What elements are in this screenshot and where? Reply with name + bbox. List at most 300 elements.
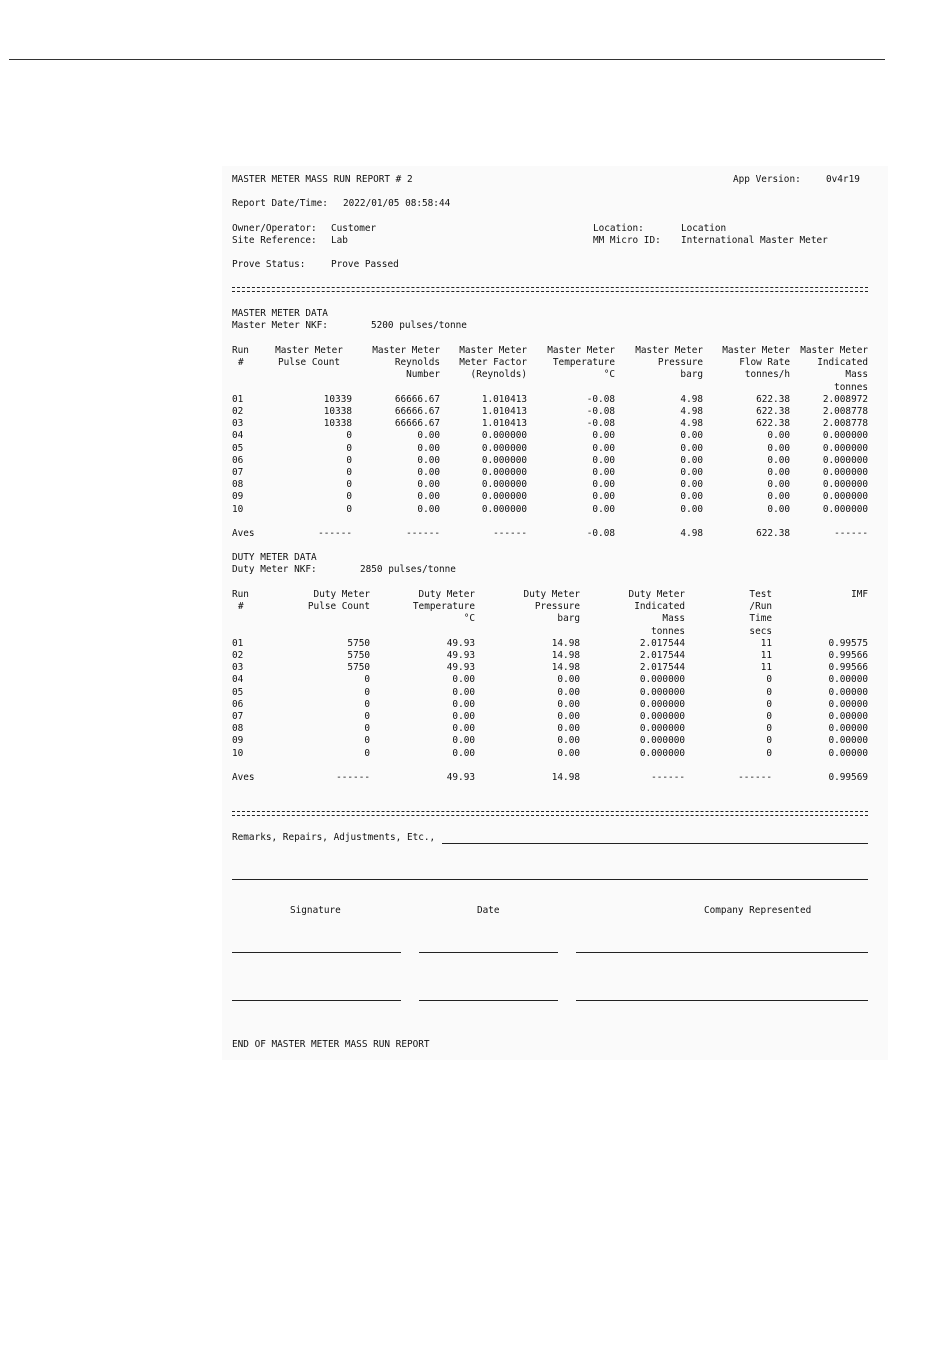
table-cell: 0.00	[767, 442, 790, 454]
duty-nkf-value: 2850 pulses/tonne	[360, 564, 456, 575]
table-cell: 0	[364, 711, 370, 723]
column-header	[772, 613, 868, 625]
table-cell: 49.93	[446, 662, 475, 674]
table-cell: 0.000000	[481, 442, 527, 454]
header-row	[232, 357, 868, 369]
table-cell: 0.00	[557, 747, 580, 759]
table-cell: 01	[232, 637, 244, 649]
average-cell: 622.38	[756, 528, 790, 540]
master-nkf-label: Master Meter NKF:	[232, 320, 328, 331]
column-header: Indicated	[634, 601, 685, 613]
table-cell: 0.00	[680, 454, 703, 466]
table-cell: 01	[232, 393, 244, 405]
table-cell: 0	[766, 686, 772, 698]
average-cell: ------	[336, 772, 370, 784]
table-cell: 0.000000	[481, 467, 527, 479]
table-cell: 2.017544	[639, 650, 685, 662]
table-row	[232, 650, 868, 662]
table-row	[232, 638, 868, 650]
header-row	[232, 589, 868, 601]
column-header: Mass	[662, 613, 685, 625]
column-header	[475, 626, 580, 638]
table-cell: 04	[232, 430, 244, 442]
table-cell: 08	[232, 723, 244, 735]
table-cell: 0	[766, 735, 772, 747]
end-of-report: END OF MASTER METER MASS RUN REPORT	[232, 1039, 430, 1050]
column-header: #	[238, 601, 244, 613]
owner-label: Owner/Operator:	[232, 223, 317, 234]
column-header: °C	[463, 613, 475, 625]
master-section-title: MASTER METER DATA	[232, 308, 328, 319]
table-cell: 0.000000	[481, 479, 527, 491]
column-header	[232, 382, 266, 394]
column-header	[370, 626, 475, 638]
column-header: barg	[680, 369, 703, 381]
column-header: Master Meter	[372, 345, 440, 356]
company-line	[576, 952, 868, 953]
column-header: Test	[749, 589, 772, 600]
average-cell: ------	[406, 528, 440, 540]
column-header: Master Meter	[722, 345, 790, 356]
table-cell: 03	[232, 662, 244, 674]
column-header: Time	[749, 613, 772, 625]
table-cell: 5750	[347, 662, 370, 674]
table-cell: 10	[232, 747, 244, 759]
table-cell: 0	[346, 454, 352, 466]
master-nkf-value: 5200 pulses/tonne	[371, 320, 467, 331]
table-row	[232, 723, 868, 735]
duty-nkf-label: Duty Meter NKF:	[232, 564, 317, 575]
table-cell: 0	[364, 674, 370, 686]
column-header: Temperature	[412, 601, 475, 613]
table-cell: 1.010413	[481, 393, 527, 405]
table-cell: 0.00	[557, 686, 580, 698]
table-cell: 0.00	[767, 503, 790, 515]
average-cell: ------	[493, 528, 527, 540]
table-cell: 0.00	[557, 698, 580, 710]
column-header	[352, 382, 440, 394]
table-cell: 0.00	[452, 723, 475, 735]
table-cell: 0.00	[680, 479, 703, 491]
average-cell: 4.98	[680, 528, 703, 540]
report-date-label: Report Date/Time:	[232, 198, 328, 209]
column-header	[772, 626, 868, 638]
table-row	[232, 406, 868, 418]
company-label: Company Represented	[704, 905, 812, 916]
column-header	[266, 626, 370, 638]
table-cell: 0.99566	[828, 650, 868, 662]
remarks-label: Remarks, Repairs, Adjustments, Etc.,	[232, 832, 436, 843]
table-cell: 14.98	[551, 637, 580, 649]
column-header: Meter Factor	[459, 357, 527, 369]
header-row	[232, 369, 868, 381]
column-header: Pressure	[534, 601, 580, 613]
table-cell: 0.000000	[822, 467, 868, 479]
table-cell: 0.00000	[828, 747, 868, 759]
table-cell: 0.000000	[639, 698, 685, 710]
column-header	[266, 382, 352, 394]
mm-micro-id-label: MM Micro ID:	[593, 235, 661, 246]
header-row	[232, 382, 868, 394]
spacer-cell	[232, 760, 868, 772]
table-cell: 05	[232, 686, 244, 698]
table-cell: 02	[232, 406, 244, 418]
table-cell: -0.08	[586, 393, 615, 405]
table-cell: 0	[766, 747, 772, 759]
table-cell: 0.00	[452, 747, 475, 759]
table-cell: 0.000000	[639, 747, 685, 759]
spacer-row	[232, 516, 868, 528]
table-cell: 05	[232, 442, 244, 454]
column-header: Duty Meter	[523, 589, 580, 600]
table-cell: 4.98	[680, 418, 703, 430]
column-header: Run	[232, 345, 249, 356]
table-cell: 0	[364, 735, 370, 747]
averages-row	[232, 528, 868, 540]
signature-label: Signature	[290, 905, 341, 916]
column-header	[232, 626, 266, 638]
table-cell: 0.00	[680, 491, 703, 503]
average-cell: Aves	[232, 772, 255, 784]
master-table-header	[232, 345, 868, 394]
separator-line	[232, 287, 868, 292]
column-header: Master Meter	[635, 345, 703, 356]
table-cell: 622.38	[756, 418, 790, 430]
table-cell: 06	[232, 454, 244, 466]
table-cell: 49.93	[446, 637, 475, 649]
table-cell: 0.00	[417, 467, 440, 479]
table-cell: 0.00000	[828, 686, 868, 698]
header-row	[232, 601, 868, 613]
duty-table-body	[232, 638, 868, 784]
table-cell: 0.000000	[639, 686, 685, 698]
column-header: Reynolds	[394, 357, 440, 369]
header-row	[232, 626, 868, 638]
header-row	[232, 345, 868, 357]
table-cell: 14.98	[551, 662, 580, 674]
table-cell: 0.00	[767, 479, 790, 491]
prove-status-label: Prove Status:	[232, 259, 306, 270]
table-cell: 0.00	[417, 442, 440, 454]
table-cell: 0	[346, 430, 352, 442]
table-row	[232, 504, 868, 516]
table-cell: 0.000000	[822, 479, 868, 491]
table-cell: 0.00	[592, 503, 615, 515]
table-row	[232, 735, 868, 747]
column-header: Pulse Count	[307, 601, 370, 613]
table-cell: 0	[364, 698, 370, 710]
table-cell: 0	[766, 711, 772, 723]
table-cell: 0.00000	[828, 698, 868, 710]
site-label: Site Reference:	[232, 235, 317, 246]
table-cell: 0.000000	[639, 711, 685, 723]
table-row	[232, 662, 868, 674]
table-cell: 2.008778	[822, 418, 868, 430]
table-cell: 0.00	[767, 491, 790, 503]
average-cell: ------	[834, 528, 868, 540]
table-cell: 0.000000	[639, 723, 685, 735]
app-version-label: App Version:	[733, 174, 801, 185]
table-cell: 09	[232, 491, 244, 503]
table-cell: 08	[232, 479, 244, 491]
table-cell: 0.00	[592, 454, 615, 466]
table-cell: 0.000000	[822, 442, 868, 454]
table-cell: 0.000000	[481, 430, 527, 442]
table-cell: 0.00	[680, 467, 703, 479]
date-line	[419, 952, 558, 953]
column-header: tonnes	[834, 381, 868, 393]
table-cell: 1.010413	[481, 406, 527, 418]
table-cell: 0.00	[452, 711, 475, 723]
column-header	[440, 382, 527, 394]
average-cell: Aves	[232, 528, 255, 540]
remarks-line	[232, 879, 868, 880]
table-cell: 07	[232, 467, 244, 479]
average-cell: 0.99569	[828, 772, 868, 784]
column-header	[266, 369, 352, 381]
column-header	[615, 382, 703, 394]
table-cell: 0	[364, 747, 370, 759]
table-cell: 0	[766, 698, 772, 710]
column-header	[772, 601, 868, 613]
table-cell: 0	[364, 686, 370, 698]
table-cell: 0.00	[680, 503, 703, 515]
table-cell: 0.00	[452, 674, 475, 686]
table-cell: 2.008972	[822, 393, 868, 405]
column-header: °C	[603, 369, 615, 381]
separator-line	[232, 811, 868, 816]
table-cell: 03	[232, 418, 244, 430]
app-version-value: 0v4r19	[826, 174, 860, 185]
column-header: Temperature	[552, 357, 615, 369]
table-cell: 0.000000	[822, 430, 868, 442]
column-header: Duty Meter	[628, 589, 685, 600]
remarks-line	[442, 843, 868, 844]
table-cell: 2.017544	[639, 637, 685, 649]
location-label: Location:	[593, 223, 644, 234]
table-cell: 0.00	[592, 479, 615, 491]
table-row	[232, 455, 868, 467]
table-cell: 0.00	[557, 735, 580, 747]
table-cell: 11	[760, 650, 772, 662]
table-row	[232, 467, 868, 479]
table-cell: 0.99575	[828, 637, 868, 649]
table-cell: 0.000000	[639, 735, 685, 747]
table-cell: 0.00	[417, 503, 440, 515]
column-header: Mass	[845, 369, 868, 381]
owner-value: Customer	[331, 223, 377, 234]
column-header: /Run	[749, 601, 772, 613]
column-header: tonnes	[651, 625, 685, 637]
mm-micro-id-value: International Master Meter	[681, 235, 828, 246]
table-cell: 622.38	[756, 406, 790, 418]
table-cell: 0.000000	[822, 491, 868, 503]
table-cell: 5750	[347, 637, 370, 649]
table-row	[232, 430, 868, 442]
table-cell: 0.000000	[822, 454, 868, 466]
column-header	[703, 382, 790, 394]
table-cell: 66666.67	[394, 393, 440, 405]
column-header: Indicated	[817, 357, 868, 369]
table-cell: 0.00	[767, 467, 790, 479]
column-header: Master Meter	[459, 345, 527, 356]
average-cell: ------	[318, 528, 352, 540]
table-cell: 0.00000	[828, 711, 868, 723]
table-cell: 0.00	[680, 442, 703, 454]
table-cell: 0.00	[592, 442, 615, 454]
averages-row	[232, 772, 868, 784]
table-row	[232, 479, 868, 491]
duty-table	[232, 589, 868, 784]
table-row	[232, 394, 868, 406]
column-header: Duty Meter	[313, 589, 370, 600]
column-header: IMF	[851, 589, 868, 600]
table-cell: 02	[232, 650, 244, 662]
spacer-cell	[232, 516, 868, 528]
column-header	[232, 613, 266, 625]
table-cell: 0.00000	[828, 735, 868, 747]
column-header	[232, 369, 266, 381]
table-row	[232, 418, 868, 430]
table-row	[232, 443, 868, 455]
table-cell: 0	[346, 467, 352, 479]
table-cell: 0.000000	[481, 503, 527, 515]
table-cell: 0.00	[417, 479, 440, 491]
table-cell: 06	[232, 698, 244, 710]
table-cell: 622.38	[756, 393, 790, 405]
column-header: Pulse Count	[277, 357, 341, 369]
table-cell: 0	[346, 442, 352, 454]
table-cell: 0.00	[557, 674, 580, 686]
table-cell: 0.00	[680, 430, 703, 442]
table-cell: 0.00	[592, 430, 615, 442]
table-cell: 09	[232, 735, 244, 747]
column-header	[527, 382, 615, 394]
table-cell: 0.00	[452, 698, 475, 710]
table-cell: 1.010413	[481, 418, 527, 430]
prove-status-value: Prove Passed	[331, 259, 399, 270]
spacer-row	[232, 760, 868, 772]
table-cell: 0	[346, 491, 352, 503]
site-value: Lab	[331, 235, 348, 246]
column-header: barg	[557, 613, 580, 625]
table-cell: -0.08	[586, 406, 615, 418]
column-header: Run	[232, 589, 249, 600]
table-cell: 0.000000	[481, 454, 527, 466]
table-cell: 0.00	[417, 454, 440, 466]
table-cell: 10338	[323, 406, 352, 418]
table-cell: 14.98	[551, 650, 580, 662]
table-row	[232, 674, 868, 686]
column-header	[266, 613, 370, 625]
master-table-body	[232, 394, 868, 540]
table-cell: 2.008778	[822, 406, 868, 418]
table-cell: 0.00	[417, 430, 440, 442]
column-header: secs	[749, 625, 772, 637]
table-cell: -0.08	[586, 418, 615, 430]
column-header: (Reynolds)	[470, 369, 527, 381]
date-label: Date	[477, 905, 500, 916]
master-table	[232, 345, 868, 540]
table-cell: 0.00	[592, 467, 615, 479]
duty-table-header	[232, 589, 868, 638]
average-cell: -0.08	[586, 528, 615, 540]
column-header: Master Meter	[800, 345, 868, 356]
average-cell: 14.98	[551, 772, 580, 784]
table-cell: 10339	[323, 393, 352, 405]
table-cell: 0.000000	[481, 491, 527, 503]
duty-section-title: DUTY METER DATA	[232, 552, 317, 563]
column-header: Pressure	[657, 357, 703, 369]
table-cell: 11	[760, 662, 772, 674]
table-cell: 10338	[323, 418, 352, 430]
table-cell: 49.93	[446, 650, 475, 662]
table-row	[232, 699, 868, 711]
table-cell: 0.00	[557, 711, 580, 723]
table-cell: 0.00	[592, 491, 615, 503]
column-header: Duty Meter	[418, 589, 475, 600]
table-cell: 0.000000	[822, 503, 868, 515]
table-cell: 0	[364, 723, 370, 735]
column-header: Flow Rate	[739, 357, 790, 369]
table-cell: 0.00000	[828, 723, 868, 735]
table-row	[232, 711, 868, 723]
table-cell: 07	[232, 711, 244, 723]
report-title: MASTER METER MASS RUN REPORT # 2	[232, 174, 413, 185]
table-cell: 0	[346, 503, 352, 515]
table-row	[232, 687, 868, 699]
table-cell: 0.00	[767, 430, 790, 442]
average-cell: 49.93	[446, 772, 475, 784]
table-cell: 66666.67	[394, 418, 440, 430]
header-row	[232, 613, 868, 625]
average-cell: ------	[738, 772, 772, 784]
table-cell: 0.00000	[828, 674, 868, 686]
table-cell: 10	[232, 503, 244, 515]
column-header: Master Meter	[275, 345, 343, 356]
company-line	[576, 1000, 868, 1001]
column-header: Master Meter	[547, 345, 615, 356]
table-cell: 2.017544	[639, 662, 685, 674]
report-date-value: 2022/01/05 08:58:44	[343, 198, 451, 209]
signature-line	[232, 952, 401, 953]
table-cell: 0.00	[452, 686, 475, 698]
column-header: Number	[406, 369, 440, 381]
table-row	[232, 748, 868, 760]
report-page	[222, 166, 888, 1060]
table-cell: 0	[346, 479, 352, 491]
table-cell: 0.99566	[828, 662, 868, 674]
table-cell: 11	[760, 637, 772, 649]
table-cell: 4.98	[680, 393, 703, 405]
column-header: #	[238, 357, 244, 369]
table-cell: 0	[766, 723, 772, 735]
table-cell: 0.00	[452, 735, 475, 747]
location-value: Location	[681, 223, 727, 234]
table-cell: 0.00	[557, 723, 580, 735]
date-line	[419, 1000, 558, 1001]
column-header: tonnes/h	[744, 369, 790, 381]
signature-line	[232, 1000, 401, 1001]
table-cell: 5750	[347, 650, 370, 662]
average-cell: ------	[651, 772, 685, 784]
table-cell: 0.000000	[639, 674, 685, 686]
table-cell: 0.00	[767, 454, 790, 466]
page-top-rule	[9, 59, 885, 60]
table-cell: 04	[232, 674, 244, 686]
table-row	[232, 491, 868, 503]
table-cell: 0	[766, 674, 772, 686]
